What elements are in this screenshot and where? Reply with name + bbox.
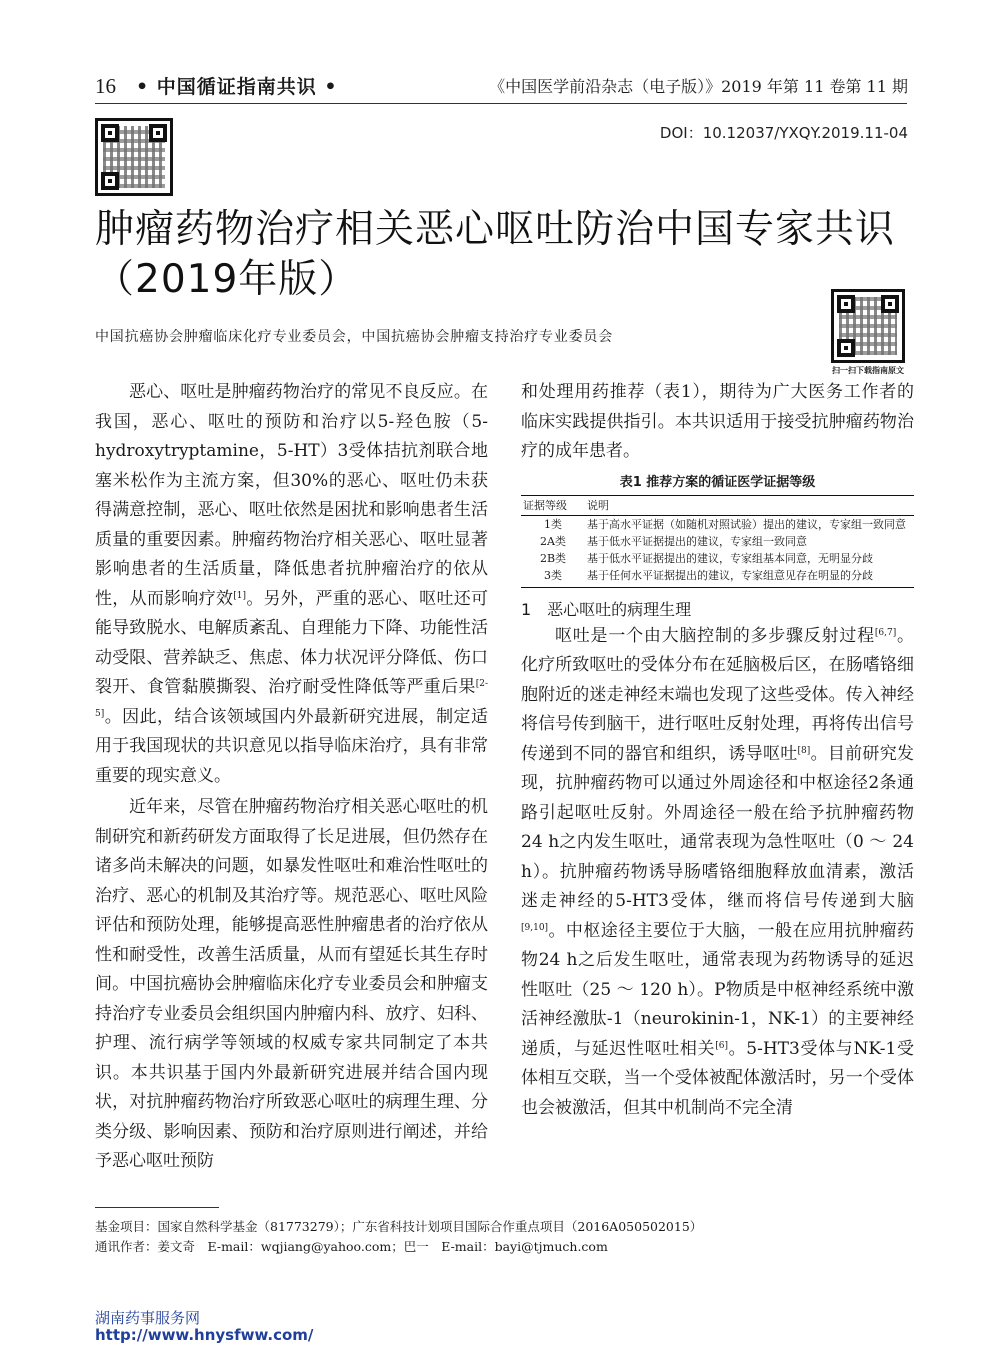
table-caption: 表1 推荐方案的循证医学证据等级 (619, 474, 816, 490)
header-rule (95, 103, 907, 104)
footnote-rule (95, 1207, 219, 1208)
table-header-row (521, 495, 914, 515)
journal-section: • 中国循证指南共识 • (136, 76, 338, 98)
table-row (521, 567, 914, 588)
body-column-right (521, 378, 914, 1123)
citation: [1] (233, 590, 247, 601)
evidence-level: 3类 (521, 567, 585, 588)
doi: DOI：10.12037/YXQY.2019.11-04 (659, 124, 908, 142)
paragraph-intro: 恶心、呕吐是肿瘤药物治疗的常见不良反应。在我国，恶心、呕吐的预防和治疗以5-羟色胺（5-hydroxytryptamine，5-HT）3受体拮抗剂联合地塞米松作为主流方案，但30%的恶心、呕吐仍未获得满意控制，恶心、呕吐依然是困扰和影响患者生活质量的重要因素。肿瘤药物治疗相关恶心、呕吐显著影响患者的生活质量，降低患者抗肿瘤治疗的依从性，从而影响疗效[1]。另外，严重的恶心、呕吐还可能导致脱水、电解质紊乱、自理能力下降、功能性活动受限、营养缺乏、焦虑、体力状况评分降低、伤口裂开、食管黏膜撕裂、治疗耐受性降低等严重后果[2-5]。因此，结合该领域国内外最新研究进展，制定适用于我国现状的共识意见以指导临床治疗，具有非常重要的现实意义。 (95, 382, 489, 786)
article-title (95, 205, 915, 305)
evidence-level: 1类 (544, 517, 562, 531)
citation: [6] (715, 1040, 728, 1051)
paragraph-continued: 和处理用药推荐（表1），期待为广大医务工作者的临床实践提供指引。本共识适用于接受抗肿瘤药物治疗的成年患者。 (521, 382, 914, 461)
journal-info: 《中国医学前沿杂志（电子版）》2019 年第 11 卷第 11 期 (489, 77, 908, 96)
evidence-level: 2B类 (539, 551, 567, 565)
qr-code-icon (95, 118, 173, 196)
correspondence-note: 通讯作者：姜文奇 E-mail：wqjiang@yahoo.com；巴一 E-mail：bayi@tjmuch.com (95, 1239, 608, 1254)
paragraph-pathophysiology: 呕吐是一个由大脑控制的多步骤反射过程[6,7]。化疗所致呕吐的受体分布在延脑极后区，在肠嗜铬细胞附近的迷走神经末端也发现了这些受体。传入神经将信号传到脑干，进行呕吐反射处理，再将传出信号传递到不同的器官和组织，诱导呕吐[8]。目前研究发现，抗肿瘤药物可以通过外周途径和中枢途径2条通路引起呕吐反射。外周途径一般在给予抗肿瘤药物24 h之内发生呕吐，通常表现为急性呕吐（0 ～ 24 h）。抗肿瘤药物诱导肠嗜铬细胞释放血清素，激活迷走神经的5-HT3受体，继而将信号传递到大脑[9,10]。中枢途径主要位于大脑，一般在应用抗肿瘤药物24 h之后发生呕吐，通常表现为药物诱导的延迟性呕吐（25 ～ 120 h）。P物质是中枢神经系统中激活神经激肽-1（neurokinin-1，NK-1）的主要神经递质，与延迟性呕吐相关[6]。5-HT3受体与NK-1受体相互交联，当一个受体被配体激活时，另一个受体也会被激活，但其中机制尚不完全清 (521, 625, 915, 1118)
evidence-description: 基于低水平证据提出的建议，专家组一致同意 (587, 534, 807, 548)
body-column-left (95, 378, 488, 1177)
evidence-level-table (521, 495, 914, 588)
download-qr-code-icon (831, 289, 905, 363)
page-number: 16 (95, 74, 116, 98)
qr-caption: 扫一扫下载指南原文 (832, 366, 904, 375)
running-header (95, 72, 338, 99)
table-header: 证据等级 (521, 495, 585, 515)
citation: [6,7] (874, 627, 897, 638)
table-row (521, 533, 914, 550)
watermark-url-link[interactable]: http://www.hnysfww.com/ (95, 1326, 314, 1344)
evidence-description: 基于低水平证据提出的建议，专家组基本同意，无明显分歧 (587, 551, 873, 565)
table-header: 说明 (585, 495, 914, 515)
funding-note: 基金项目：国家自然科学基金（81773279）；广东省科技计划项目国际合作重点项目（2016A050502015） (95, 1219, 703, 1234)
watermark-site-name: 湖南药事服务网 (95, 1309, 201, 1327)
evidence-level: 2A类 (540, 534, 566, 548)
table-row (521, 550, 914, 567)
citation: [2-5] (95, 679, 488, 719)
section-heading: 1 恶心呕吐的病理生理 (521, 599, 692, 619)
citation: [9,10] (521, 922, 549, 933)
title-line-1: 肿瘤药物治疗相关恶心呕吐防治中国专家共识 (95, 207, 896, 252)
authors: 中国抗癌协会肿瘤临床化疗专业委员会，中国抗癌协会肿瘤支持治疗专业委员会 (95, 329, 613, 345)
paragraph-background: 近年来，尽管在肿瘤药物治疗相关恶心呕吐的机制研究和新药研发方面取得了长足进展，但仍然存在诸多尚未解决的问题，如暴发性呕吐和难治性呕吐的治疗、恶心的机制及其治疗等。规范恶心、呕吐风险评估和预防处理，能够提高恶性肿瘤患者的治疗依从性和耐受性，改善生活质量，从而有望延长其生存时间。中国抗癌协会肿瘤临床化疗专业委员会和肿瘤支持治疗专业委员会组织国内肿瘤内科、放疗、妇科、护理、流行病学等领域的权威专家共同制定了本共识。本共识基于国内外最新研究进展并结合国内现状，对抗肿瘤药物治疗所致恶心呕吐的病理生理、分类分级、影响因素、预防和治疗原则进行阐述，并给予恶心呕吐预防 (95, 797, 488, 1171)
evidence-description: 基于任何水平证据提出的建议，专家组意见存在明显的分歧 (585, 567, 914, 588)
evidence-description: 基于高水平证据（如随机对照试验）提出的建议，专家组一致同意 (587, 517, 906, 531)
table-row (521, 515, 914, 533)
title-line-2: （2019年版） (95, 257, 359, 302)
citation: [8] (797, 745, 811, 756)
